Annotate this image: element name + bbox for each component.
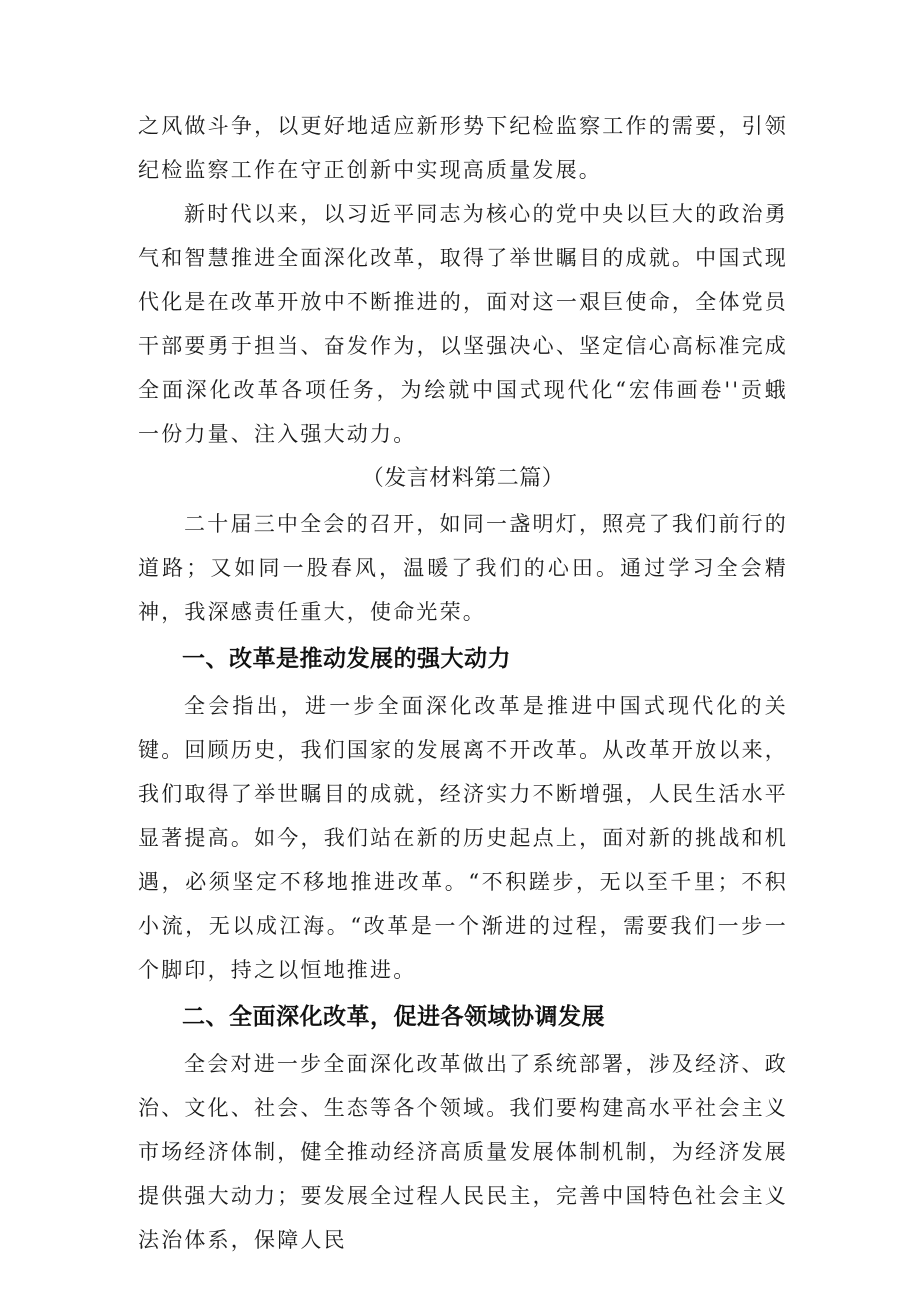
paragraph-continuation: 之风做斗争，以更好地适应新形势下纪检监察工作的需要，引领纪检监察工作在守正创新中实现高质量发展。	[138, 114, 788, 182]
paragraph-reform-achievements: 新时代以来，以习近平同志为核心的党中央以巨大的政治勇气和智慧推进全面深化改革，取得了举世瞩目的成就。中国式现代化是在改革开放中不断推进的，面对这一艰巨使命，全体党员干部要勇于担当、奋发作为，以坚强决心、坚定信心高标准完成全面深化改革各项任务，为绘就中国式现代化“宏伟画卷''贡蛾一份力量、注入强大动力。	[138, 202, 788, 446]
document-body	[138, 104, 788, 1262]
paragraph-heading-two: 全会对进一步全面深化改革做出了系统部署，涉及经济、政治、文化、社会、生态等各个领域。我们要构建高水平社会主义市场经济体制，健全推动经济高质量发展体制机制，为经济发展提供强大动力；要发展全过程人民民主，完善中国特色社会主义法治体系，保障人民	[138, 1052, 788, 1252]
heading-one: 一、改革是推动发展的强大动力	[182, 646, 511, 672]
section-title: （发言材料第二篇）	[361, 466, 565, 491]
paragraph-heading-one: 全会指出，进一步全面深化改革是推进中国式现代化的关键。回顾历史，我们国家的发展离不开改革。从改革开放以来，我们取得了举世瞩目的成就，经济实力不断增强，人民生活水平显著提高。如今，我们站在新的历史起点上，面对新的挑战和机遇，必须坚定不移地推进改革。“不积蹉步，无以至千里；不积小流，无以成江海。“改革是一个渐进的过程，需要我们一步一个脚印，持之以恒地推进。	[138, 694, 788, 982]
paragraph-intro: 二十届三中全会的召开，如同一盏明灯，照亮了我们前行的道路；又如同一股春风，温暖了我们的心田。通过学习全会精神，我深感责任重大，使命光荣。	[138, 512, 788, 624]
heading-two: 二、全面深化改革，促进各领域协调发展	[182, 1004, 605, 1030]
